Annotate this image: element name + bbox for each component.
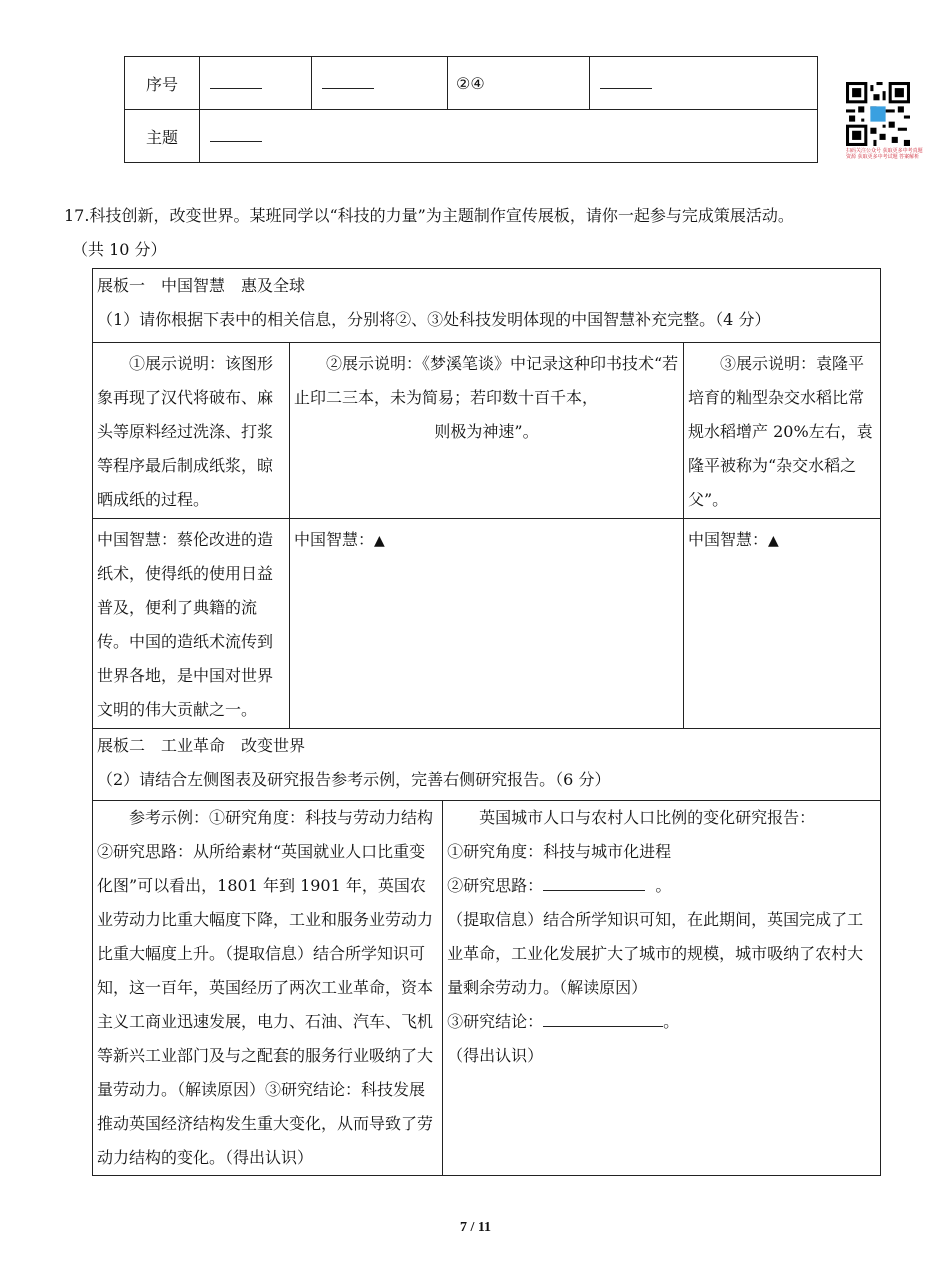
board2-right-reason: （提取信息）结合所学知识可知，在此期间，英国完成了工业革命，工业化发展扩大了城市的规模，城市吸纳了农村大量剩余劳动力。（解读原因） — [447, 910, 864, 997]
question-body: 科技创新，改变世界。某班同学以“科技的力量”为主题制作宣传展板，请你一起参与完成策展活动。 — [89, 206, 794, 225]
qr-caption: 扫码关注公众号 获取更多中考真题资源 获取更多中考试题 答案解析 — [846, 148, 923, 160]
seq-row — [125, 57, 818, 110]
question-score: （共 10 分） — [72, 240, 167, 259]
board2-right-conclusion-end: 。 — [663, 1012, 680, 1031]
board2-left — [93, 801, 443, 1176]
board2-title: 展板二 工业革命 改变世界 — [97, 736, 306, 755]
board2-right-conclusion-tag: （得出认识） — [447, 1046, 544, 1065]
col2-answer-triangle: ▲ — [374, 533, 385, 549]
research-idea-blank — [543, 876, 645, 891]
board2-right-title: 英国城市人口与农村人口比例的变化研究报告： — [479, 808, 816, 827]
question-number: 17. — [64, 206, 90, 225]
board2-left-text: 参考示例：①研究角度：科技与劳动力结构②研究思路：从所给素材“英国就业人口比重变化图”可以看出，1801 年到 1901 年，英国农业劳动力比重大幅度下降，工业和服务业劳动力比重大幅度上升。（提取信息）结合所学知识可知，这一百年，英国经历了两次工业革命，资本主义工商业迅速发展，电力、石油、汽车、飞机等新兴工业部门及与之配套的服务行业吸纳了大量劳动力。（解读原因）③研究结论：科技发展推动英国经济结构发生重大变化，从而导致了劳动力结构的变化。（得出认识） — [97, 808, 434, 1167]
board1-col1-desc — [93, 343, 290, 519]
board1-title: 展板一 中国智慧 惠及全球 — [97, 276, 306, 295]
col2-desc-text: ②展示说明：《梦溪笔谈》中记录这种印书技术“若止印二三本，未为简易；若印数十百千本， — [294, 354, 679, 407]
theme-blank — [200, 110, 818, 163]
col2-desc-end: 则极为神速”。 — [434, 422, 539, 441]
board2-right-idea-end: 。 — [655, 876, 672, 895]
board1-header — [93, 269, 881, 343]
col1-desc-text: ①展示说明：该图形象再现了汉代将破布、麻头等原料经过洗涤、打浆等程序最后制成纸浆，晾晒成纸的过程。 — [97, 354, 274, 509]
board1-col3-desc — [684, 343, 881, 519]
board2-body-row — [93, 801, 881, 1176]
board2-prompt: （2）请结合左侧图表及研究报告参考示例，完善右侧研究报告。（6 分） — [97, 770, 611, 789]
board1-col2-wisdom — [290, 519, 684, 729]
board2-header — [93, 729, 881, 801]
theme-label: 主题 — [125, 110, 200, 163]
col1-wisdom-text: 中国智慧：蔡伦改进的造纸术，使得纸的使用日益普及，便利了典籍的流传。中国的造纸术流传到世界各地，是中国对世界文明的伟大贡献之一。 — [97, 530, 274, 719]
question-text — [64, 202, 924, 230]
qr-code-icon — [846, 82, 910, 146]
board1-desc-row — [93, 343, 881, 519]
col3-desc-text: ③展示说明：袁隆平培育的籼型杂交水稻比常规水稻增产 20%左右，袁隆平被称为“杂交水稻之父”。 — [688, 354, 873, 509]
col3-answer-triangle: ▲ — [768, 533, 779, 549]
board2-right — [443, 801, 881, 1176]
board1-prompt: （1）请你根据下表中的相关信息，分别将②、③处科技发明体现的中国智慧补充完整。（4 分） — [97, 310, 771, 329]
seq-blank-3 — [590, 57, 818, 110]
seq-label: 序号 — [125, 57, 200, 110]
theme-row — [125, 110, 818, 163]
board2-right-angle: ①研究角度：科技与城市化进程 — [447, 842, 672, 861]
seq-blank-2 — [312, 57, 448, 110]
board2-right-conclusion-label: ③研究结论： — [447, 1012, 544, 1031]
col2-wisdom-label: 中国智慧： — [294, 530, 375, 549]
board2-header-row — [93, 729, 881, 801]
exhibition-table — [92, 268, 881, 1176]
board1-col1-wisdom — [93, 519, 290, 729]
seq-circled: ②④ — [448, 57, 590, 110]
board2-right-idea-label: ②研究思路： — [447, 876, 544, 895]
col3-wisdom-label: 中国智慧： — [688, 530, 769, 549]
board1-header-row — [93, 269, 881, 343]
board1-wisdom-row — [93, 519, 881, 729]
research-conclusion-blank — [543, 1012, 663, 1027]
page-number: 7 / 11 — [459, 1220, 492, 1235]
seq-blank-1 — [200, 57, 312, 110]
board1-col2-desc — [290, 343, 684, 519]
board1-col3-wisdom — [684, 519, 881, 729]
top-table — [124, 56, 818, 163]
